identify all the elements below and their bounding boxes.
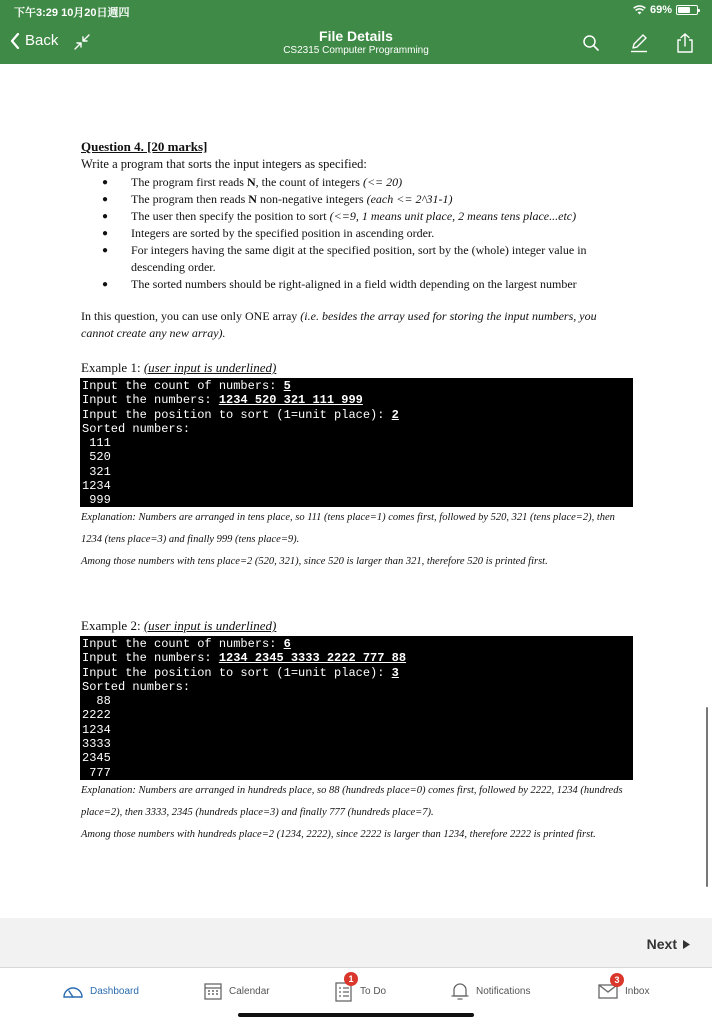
status-time: 下午3:29 10月20日週四 (14, 7, 130, 19)
next-button[interactable] (647, 936, 690, 952)
tab-label: To Do (360, 985, 387, 997)
document-scrollbar[interactable] (706, 707, 708, 887)
battery-fill (678, 7, 690, 13)
battery-percent: 69% (649, 4, 672, 16)
list-item: ● The program first reads N, the count of integers (<= 20) (102, 174, 632, 191)
tab-label: Inbox (625, 985, 650, 997)
wifi-icon (633, 5, 646, 15)
dashboard-icon (62, 983, 84, 999)
question-intro: Write a program that sorts the input integers as specified: (81, 157, 367, 171)
status-right (633, 4, 698, 16)
example-1-console: Input the count of numbers: 5 Input the numbers: 1234 520 321 111 999 Input the position to sort (1=unit place): 2 Sorted numbers: 111 520 321 1234 999 (80, 378, 633, 507)
annotate-icon[interactable] (628, 32, 650, 54)
todo-badge: 1 (344, 972, 358, 986)
list-item: ● The sorted numbers should be right-aligned in a field width depending on the largest number (102, 276, 632, 293)
requirements-list (102, 174, 632, 293)
tab-todo[interactable] (334, 974, 387, 1004)
list-item: ● The user then specify the position to sort (<=9, 1 means unit place, 2 means tens place...etc) (102, 208, 632, 225)
example-2-console: Input the count of numbers: 6 Input the numbers: 1234 2345 3333 2222 777 88 Input the position to sort (1=unit place): 3 Sorted numbers: 88 2222 1234 3333 2345 777 (80, 636, 633, 780)
document-viewer[interactable] (0, 64, 712, 918)
battery-icon (676, 5, 698, 15)
example-2-explanation: Explanation: Numbers are arranged in hundreds place, so 88 (hundreds place=0) comes first, followed by 2222, 1234 (hundreds place=2), then 3333, 2345 (hundreds place=3) and finally 777 (hundreds place=7). Among those numbers with hundreds place=2 (1234, 2222), since 2222 is larger than 1234, therefore 2222 is printed first. (81, 785, 623, 840)
home-indicator[interactable] (238, 1013, 474, 1017)
tab-label: Calendar (229, 985, 270, 997)
page-title: File Details (319, 28, 393, 44)
inbox-badge: 3 (610, 973, 624, 987)
back-label: Back (25, 32, 59, 49)
top-bar (0, 0, 712, 64)
next-bar (0, 918, 712, 968)
tab-calendar[interactable] (203, 978, 270, 1004)
tab-inbox[interactable] (597, 975, 650, 1004)
example-2-heading: Example 2: (user input is underlined) (81, 618, 277, 633)
share-icon[interactable] (674, 32, 696, 54)
nav-bar (0, 22, 712, 64)
tab-label: Dashboard (90, 985, 139, 997)
tab-notifications[interactable] (450, 978, 530, 1004)
search-icon[interactable] (580, 32, 602, 54)
tab-bar (0, 968, 712, 1024)
example-1-heading: Example 1: (user input is underlined) (81, 360, 277, 375)
question-heading: Question 4. [20 marks] (81, 139, 208, 154)
status-bar (0, 3, 712, 19)
array-constraint: In this question, you can use only ONE array (i.e. besides the array used for storing the input numbers, you cannot create any new array). (81, 309, 597, 340)
page-subtitle: CS2315 Computer Programming (283, 45, 429, 56)
next-label: Next (646, 936, 677, 952)
bell-icon (450, 981, 470, 1001)
list-item: ● Integers are sorted by the specified position in ascending order. (102, 225, 632, 242)
calendar-icon (203, 981, 223, 1001)
title-block (0, 28, 712, 56)
tab-dashboard[interactable] (62, 978, 139, 1004)
tab-label: Notifications (476, 985, 531, 997)
list-item: ● The program then reads N non-negative integers (each <= 2^31-1) (102, 191, 632, 208)
example-1-explanation: Explanation: Numbers are arranged in tens place, so 111 (tens place=1) comes first, followed by 520, 321 (tens place=2), then 1234 (tens place=3) and finally 999 (tens place=9). Among those numbers with tens place=2 (520, 321), since 520 is larger than 321, therefore 520 is printed first. (81, 512, 615, 567)
list-item: ● For integers having the same digit at the specified position, sort by the (whole) integer value in descending order. (102, 242, 632, 276)
caret-right-icon (683, 940, 690, 949)
